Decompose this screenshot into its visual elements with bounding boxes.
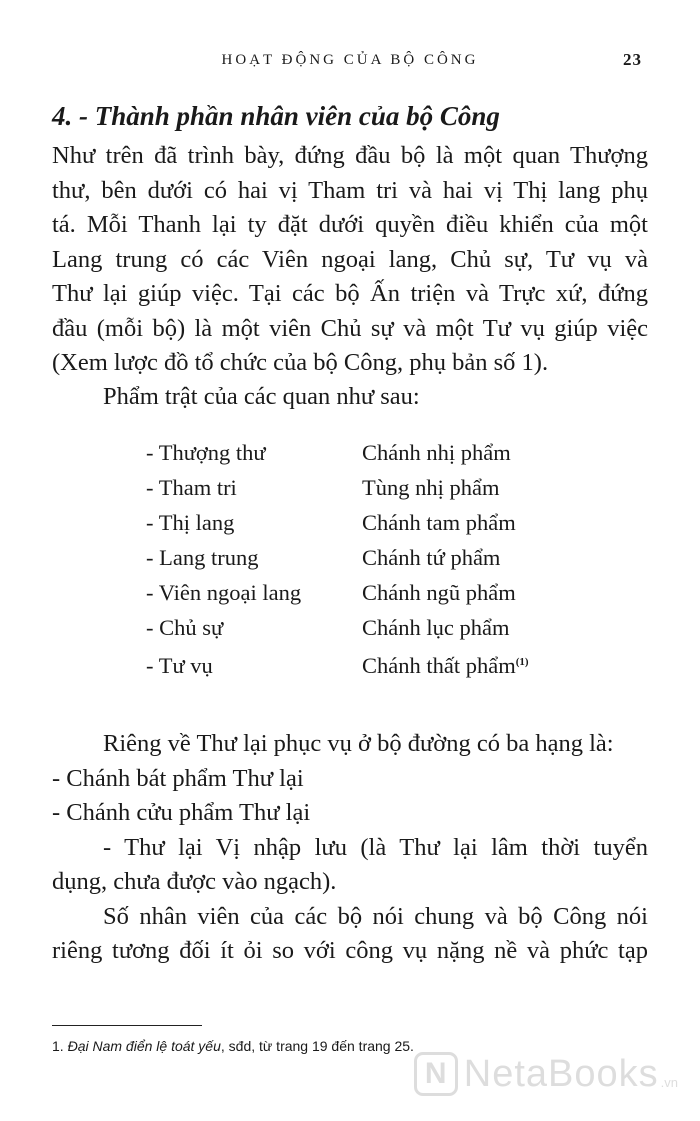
rank-title: - Chủ sự [146, 615, 224, 640]
rank-grade: Chánh lục phẩm [362, 615, 510, 640]
text-line: Thư lại giúp việc. Tại các bộ Ấn triện và Trực xứ, đứng [52, 280, 648, 307]
clerk-rank: - Chánh bát phẩm Thư lại [52, 764, 304, 792]
rank-title: - Lang trung [146, 545, 259, 570]
footnote-number: 1. [52, 1038, 68, 1054]
page-number: 23 [623, 50, 642, 69]
rank-title: - Thượng thư [146, 440, 266, 465]
rank-row [146, 470, 529, 505]
rank-grade: Chánh tam phẩm [362, 510, 516, 535]
text-line: dụng, chưa được vào ngạch). [52, 868, 337, 895]
text-line: (Xem lược đồ tổ chức của bộ Công, phụ bản số 1). [52, 349, 549, 376]
footnote [52, 1038, 414, 1054]
watermark-brand: NetaBooks [463, 1052, 659, 1095]
clerks-section [52, 727, 648, 969]
text-line: Như trên đã trình bày, đứng đầu bộ là một quan Thượng [52, 142, 648, 169]
ranks-intro: Phẩm trật của các quan như sau: [103, 383, 420, 410]
rank-title: - Tư vụ [146, 653, 213, 678]
section-heading: 4. - Thành phần nhân viên của bộ Công [52, 101, 500, 131]
rank-row [146, 610, 529, 645]
text-line: Lang trung có các Viên ngoại lang, Chủ sự, Tư vụ và [52, 245, 648, 273]
text-line: tá. Mỗi Thanh lại ty đặt dưới quyền điều khiển của một [52, 211, 648, 238]
rank-title: - Thị lang [146, 510, 235, 535]
footnote-source-title: Đại Nam điển lệ toát yếu [67, 1038, 221, 1054]
text-line: Số nhân viên của các bộ nói chung và bộ Công nói [103, 902, 648, 930]
watermark-suffix: .vn [660, 1074, 678, 1090]
running-header: HOẠT ĐỘNG CỦA BỘ CÔNG [221, 52, 479, 68]
text-line: thư, bên dưới có hai vị Tham tri và hai vị Thị lang phụ [52, 176, 648, 204]
rank-title: - Tham tri [146, 475, 237, 500]
clerk-rank: - Thư lại Vị nhập lưu (là Thư lại lâm thời tuyển [103, 833, 648, 861]
rank-grade: Chánh thất phẩm [362, 653, 516, 678]
clerk-rank: - Chánh cửu phẩm Thư lại [52, 799, 311, 826]
rank-grade: Chánh tứ phẩm [362, 545, 501, 570]
paragraph-leadership [52, 139, 648, 381]
clerks-intro: Riêng về Thư lại phục vụ ở bộ đường có ba hạng là: [103, 730, 614, 757]
rank-row [146, 505, 529, 540]
footnote-marker[interactable]: (1) [515, 656, 529, 668]
rank-grade: Chánh nhị phẩm [362, 440, 511, 465]
text-line: đầu (mỗi bộ) là một viên Chủ sự và một Tư vụ giúp việc [52, 314, 648, 342]
rank-row [146, 575, 529, 610]
rank-row [146, 540, 529, 575]
footnote-source-detail: , sđd, từ trang 19 đến trang 25. [220, 1038, 414, 1054]
text-line: riêng tương đối ít ỏi so với công vụ nặng nề và phức tạp [52, 937, 648, 964]
watermark [414, 1052, 678, 1096]
rank-table [146, 435, 529, 680]
rank-row [146, 645, 529, 680]
rank-title: - Viên ngoại lang [146, 580, 302, 605]
footnote-divider [52, 1025, 202, 1026]
rank-row [146, 435, 529, 470]
netabooks-logo-icon: N [414, 1052, 458, 1096]
rank-grade: Tùng nhị phẩm [362, 475, 500, 500]
rank-grade: Chánh ngũ phẩm [362, 580, 516, 605]
